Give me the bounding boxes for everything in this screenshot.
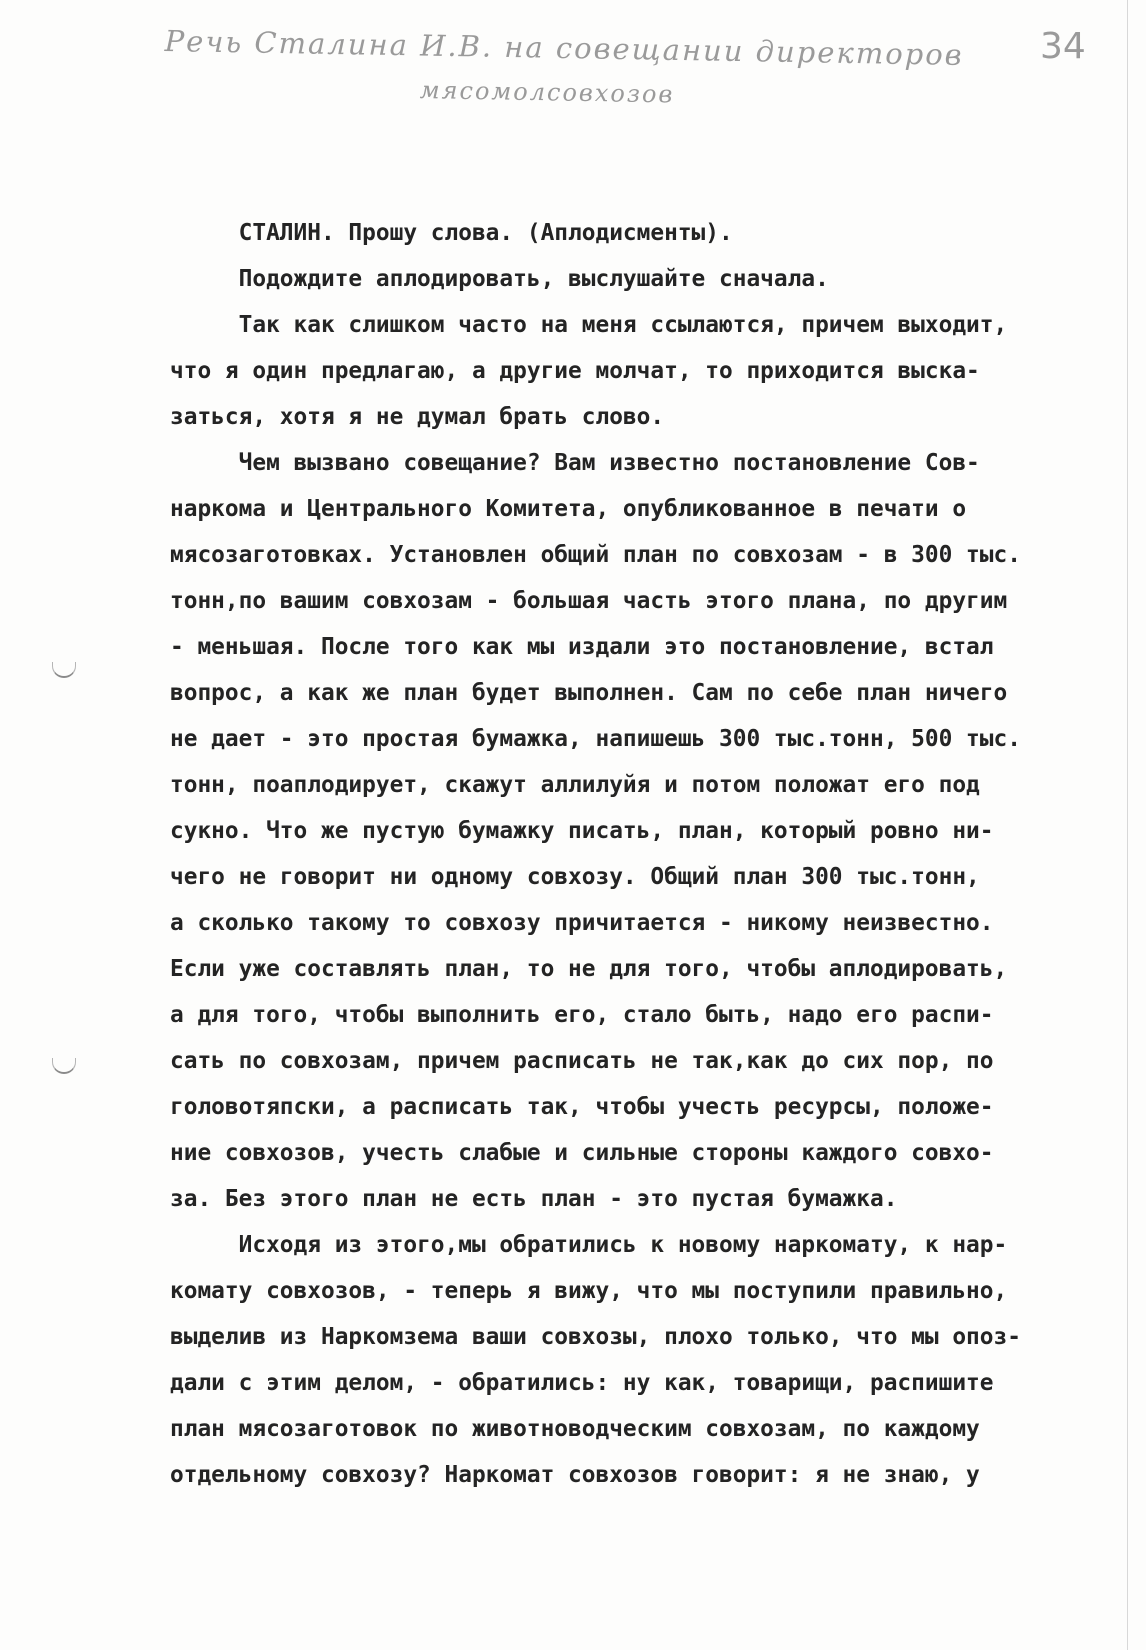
text-line: отдельному совхозу? Наркомат совхозов говорит: я не знаю, у bbox=[170, 1462, 980, 1488]
typewritten-body bbox=[170, 210, 1100, 1498]
text-line: Подождите аплодировать, выслушайте сначала. bbox=[170, 266, 829, 292]
text-line: что я один предлагаю, а другие молчат, то приходится выска- bbox=[170, 358, 980, 384]
text-line: вопрос, а как же план будет выполнен. Сам по себе план ничего bbox=[170, 680, 1008, 706]
text-line: Исходя из этого,мы обратились к новому наркомату, к нар- bbox=[170, 1232, 1008, 1258]
text-line: за. Без этого план не есть план - это пустая бумажка. bbox=[170, 1186, 898, 1212]
text-line: - меньшая. После того как мы издали это постановление, встал bbox=[170, 634, 994, 660]
scan-edge bbox=[1127, 0, 1128, 1650]
page-number: 34 bbox=[1040, 26, 1086, 67]
text-line: комату совхозов, - теперь я вижу, что мы поступили правильно, bbox=[170, 1278, 1008, 1304]
text-line: тонн, поаплодирует, скажут аллилуйя и потом положат его под bbox=[170, 772, 980, 798]
text-line: а сколько такому то совхозу причитается - никому неизвестно. bbox=[170, 910, 994, 936]
text-line: чего не говорит ни одному совхозу. Общий план 300 тыс.тонн, bbox=[170, 864, 980, 890]
text-line: сукно. Что же пустую бумажку писать, план, который ровно ни- bbox=[170, 818, 994, 844]
text-line: Чем вызвано совещание? Вам известно постановление Сов- bbox=[170, 450, 980, 476]
handwritten-subtitle: мясомолсовхозов bbox=[419, 76, 675, 109]
handwritten-title: Речь Сталина И.В. на совещании директоров bbox=[164, 24, 964, 72]
punch-hole-mark bbox=[52, 1058, 76, 1074]
text-line: мясозаготовках. Установлен общий план по совхозам - в 300 тыс. bbox=[170, 542, 1021, 568]
text-line: дали с этим делом, - обратились: ну как, товарищи, распишите bbox=[170, 1370, 994, 1396]
text-line: не дает - это простая бумажка, напишешь 300 тыс.тонн, 500 тыс. bbox=[170, 726, 1021, 752]
text-line: Так как слишком часто на меня ссылаются, причем выходит, bbox=[170, 312, 1008, 338]
text-line: СТАЛИН. Прошу слова. (Аплодисменты). bbox=[170, 220, 733, 246]
text-line: тонн,по вашим совхозам - большая часть этого плана, по другим bbox=[170, 588, 1008, 614]
text-line: а для того, чтобы выполнить его, стало быть, надо его распи- bbox=[170, 1002, 994, 1028]
punch-hole-mark bbox=[52, 662, 76, 678]
text-line: наркома и Центрального Комитета, опубликованное в печати о bbox=[170, 496, 967, 522]
text-line: Если уже составлять план, то не для того, чтобы аплодировать, bbox=[170, 956, 1008, 982]
text-line: заться, хотя я не думал брать слово. bbox=[170, 404, 665, 430]
text-line: ние совхозов, учесть слабые и сильные стороны каждого совхо- bbox=[170, 1140, 994, 1166]
text-line: сать по совхозам, причем расписать не так,как до сих пор, по bbox=[170, 1048, 994, 1074]
text-line: головотяпски, а расписать так, чтобы учесть ресурсы, положе- bbox=[170, 1094, 994, 1120]
text-line: выделив из Наркомзема ваши совхозы, плохо только, что мы опоз- bbox=[170, 1324, 1021, 1350]
text-line: план мясозаготовок по животноводческим совхозам, по каждому bbox=[170, 1416, 980, 1442]
